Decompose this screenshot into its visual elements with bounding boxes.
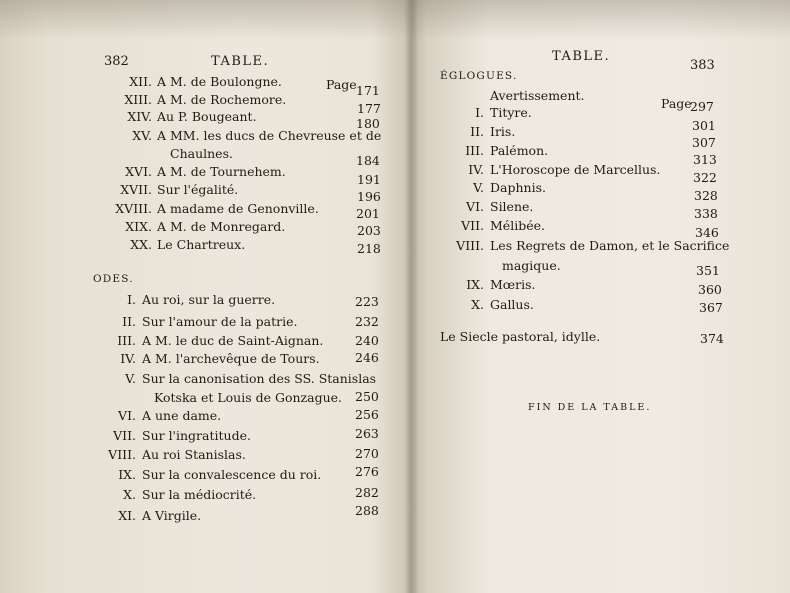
entry-title: Mœris. bbox=[490, 277, 536, 292]
entry-title: Au roi, sur la guerre. bbox=[142, 292, 276, 307]
entry-title: Au P. Bougeant. bbox=[157, 109, 257, 124]
entry-title-continued: Chaulnes. bbox=[170, 146, 233, 161]
intro-title: Avertissement. bbox=[490, 88, 585, 103]
entry-number: XVIII. bbox=[115, 201, 152, 216]
right-page-header: TABLE. bbox=[552, 49, 611, 64]
entry-number: XIX. bbox=[125, 219, 152, 234]
entry-number: XIV. bbox=[127, 109, 152, 124]
entry-page: 322 bbox=[693, 170, 717, 185]
right-page bbox=[418, 0, 790, 593]
entry-title: Sur la canonisation des SS. Stanislas bbox=[142, 371, 377, 386]
entry-page: 256 bbox=[355, 407, 379, 422]
entry-number: XVI. bbox=[125, 164, 152, 179]
entry-number: VIII. bbox=[456, 238, 484, 253]
entry-number: V. bbox=[473, 180, 484, 195]
entry-title: Sur l'égalité. bbox=[157, 182, 239, 197]
entry-page: 282 bbox=[355, 485, 379, 500]
entry-title: L'Horoscope de Marcellus. bbox=[490, 162, 661, 177]
entry-page: 288 bbox=[355, 503, 379, 518]
entry-page: 203 bbox=[357, 223, 381, 238]
entry-number: VII. bbox=[113, 428, 136, 443]
entry-number: XV. bbox=[132, 128, 152, 143]
page-label: Page bbox=[661, 96, 692, 111]
entry-number: VII. bbox=[461, 218, 484, 233]
entry-title: A M. de Boulongne. bbox=[157, 74, 282, 89]
entry-page: 246 bbox=[355, 350, 379, 365]
entry-page: 270 bbox=[355, 446, 379, 461]
entry-page: 250 bbox=[355, 389, 379, 404]
entry-page: 351 bbox=[696, 263, 720, 278]
entry-page: 367 bbox=[699, 300, 723, 315]
entry-title: A M. de Tournehem. bbox=[157, 164, 286, 179]
entry-title: Silene. bbox=[490, 199, 534, 214]
entry-page: 184 bbox=[356, 153, 380, 168]
right-page-number: 383 bbox=[690, 58, 715, 73]
entry-title-continued: Kotska et Louis de Gonzague. bbox=[154, 390, 343, 405]
entry-page: 297 bbox=[690, 99, 714, 114]
entry-page: 171 bbox=[356, 83, 380, 98]
entry-title: A M. de Rochemore. bbox=[157, 92, 287, 107]
entry-number: IV. bbox=[468, 162, 484, 177]
entry-number: XVII. bbox=[120, 182, 152, 197]
entry-page: 218 bbox=[357, 241, 381, 256]
entry-number: VI. bbox=[118, 408, 136, 423]
entry-title: Iris. bbox=[490, 124, 516, 139]
entry-number: XII. bbox=[129, 74, 152, 89]
entry-number: III. bbox=[465, 143, 484, 158]
section-heading: ÉGLOGUES. bbox=[440, 70, 518, 82]
entry-number: III. bbox=[117, 333, 136, 348]
entry-page: 201 bbox=[356, 206, 380, 221]
entry-page: 223 bbox=[355, 294, 379, 309]
entry-number: I. bbox=[475, 105, 484, 120]
entry-page: 180 bbox=[356, 116, 380, 131]
page-label: Page bbox=[326, 77, 357, 92]
entry-number: XIII. bbox=[124, 92, 152, 107]
entry-title: A M. l'archevêque de Tours. bbox=[142, 351, 320, 366]
entry-title: Mélibée. bbox=[490, 218, 545, 233]
entry-number: IX. bbox=[118, 467, 136, 482]
entry-number: II. bbox=[470, 124, 484, 139]
entry-title-continued: magique. bbox=[502, 258, 561, 273]
entry-page: 196 bbox=[357, 189, 381, 204]
entry-page: 346 bbox=[695, 225, 719, 240]
entry-page: 240 bbox=[355, 333, 379, 348]
entry-page: 338 bbox=[694, 206, 718, 221]
entry-page: 191 bbox=[357, 172, 381, 187]
entry-number: V. bbox=[125, 371, 136, 386]
entry-title: Sur l'ingratitude. bbox=[142, 428, 251, 443]
entry-title: Sur la convalescence du roi. bbox=[142, 467, 322, 482]
entry-title: A madame de Genonville. bbox=[157, 201, 319, 216]
entry-number: X. bbox=[123, 487, 136, 502]
left-page-header: TABLE. bbox=[211, 54, 270, 69]
entry-title: A M. le duc de Saint-Aignan. bbox=[142, 333, 324, 348]
end-of-table: FIN DE LA TABLE. bbox=[528, 402, 652, 413]
entry-page: 328 bbox=[694, 188, 718, 203]
entry-title: Le Chartreux. bbox=[157, 237, 246, 252]
entry-title: Les Regrets de Damon, et le Sacrifice bbox=[490, 238, 730, 253]
entry-title: Sur la médiocrité. bbox=[142, 487, 257, 502]
entry-title: A M. de Monregard. bbox=[157, 219, 286, 234]
entry-title: Tityre. bbox=[490, 105, 532, 120]
final-entry-title: Le Siecle pastoral, idylle. bbox=[440, 329, 601, 344]
section-heading: ODES. bbox=[93, 273, 134, 285]
entry-title: Au roi Stanislas. bbox=[142, 447, 246, 462]
entry-number: VIII. bbox=[108, 447, 136, 462]
entry-number: I. bbox=[127, 292, 136, 307]
entry-number: XX. bbox=[130, 237, 152, 252]
entry-page: 232 bbox=[355, 314, 379, 329]
entry-number: VI. bbox=[466, 199, 484, 214]
entry-title: A une dame. bbox=[142, 408, 222, 423]
entry-page: 374 bbox=[700, 331, 724, 346]
entry-page: 177 bbox=[357, 101, 381, 116]
entry-number: IX. bbox=[466, 277, 484, 292]
entry-page: 360 bbox=[698, 282, 722, 297]
entry-page: 313 bbox=[693, 152, 717, 167]
entry-page: 301 bbox=[692, 118, 716, 133]
entry-number: IV. bbox=[120, 351, 136, 366]
entry-title: Gallus. bbox=[490, 297, 534, 312]
entry-title: A Virgile. bbox=[142, 508, 202, 523]
entry-page: 307 bbox=[692, 135, 716, 150]
entry-page: 276 bbox=[355, 464, 379, 479]
entry-title: A MM. les ducs de Chevreuse et de bbox=[157, 128, 382, 143]
entry-title: Daphnis. bbox=[490, 180, 546, 195]
entry-number: II. bbox=[122, 314, 136, 329]
entry-page: 263 bbox=[355, 426, 379, 441]
entry-title: Palémon. bbox=[490, 143, 549, 158]
entry-number: XI. bbox=[118, 508, 136, 523]
entry-title: Sur l'amour de la patrie. bbox=[142, 314, 298, 329]
entry-number: X. bbox=[471, 297, 484, 312]
left-page-number: 382 bbox=[104, 54, 129, 69]
